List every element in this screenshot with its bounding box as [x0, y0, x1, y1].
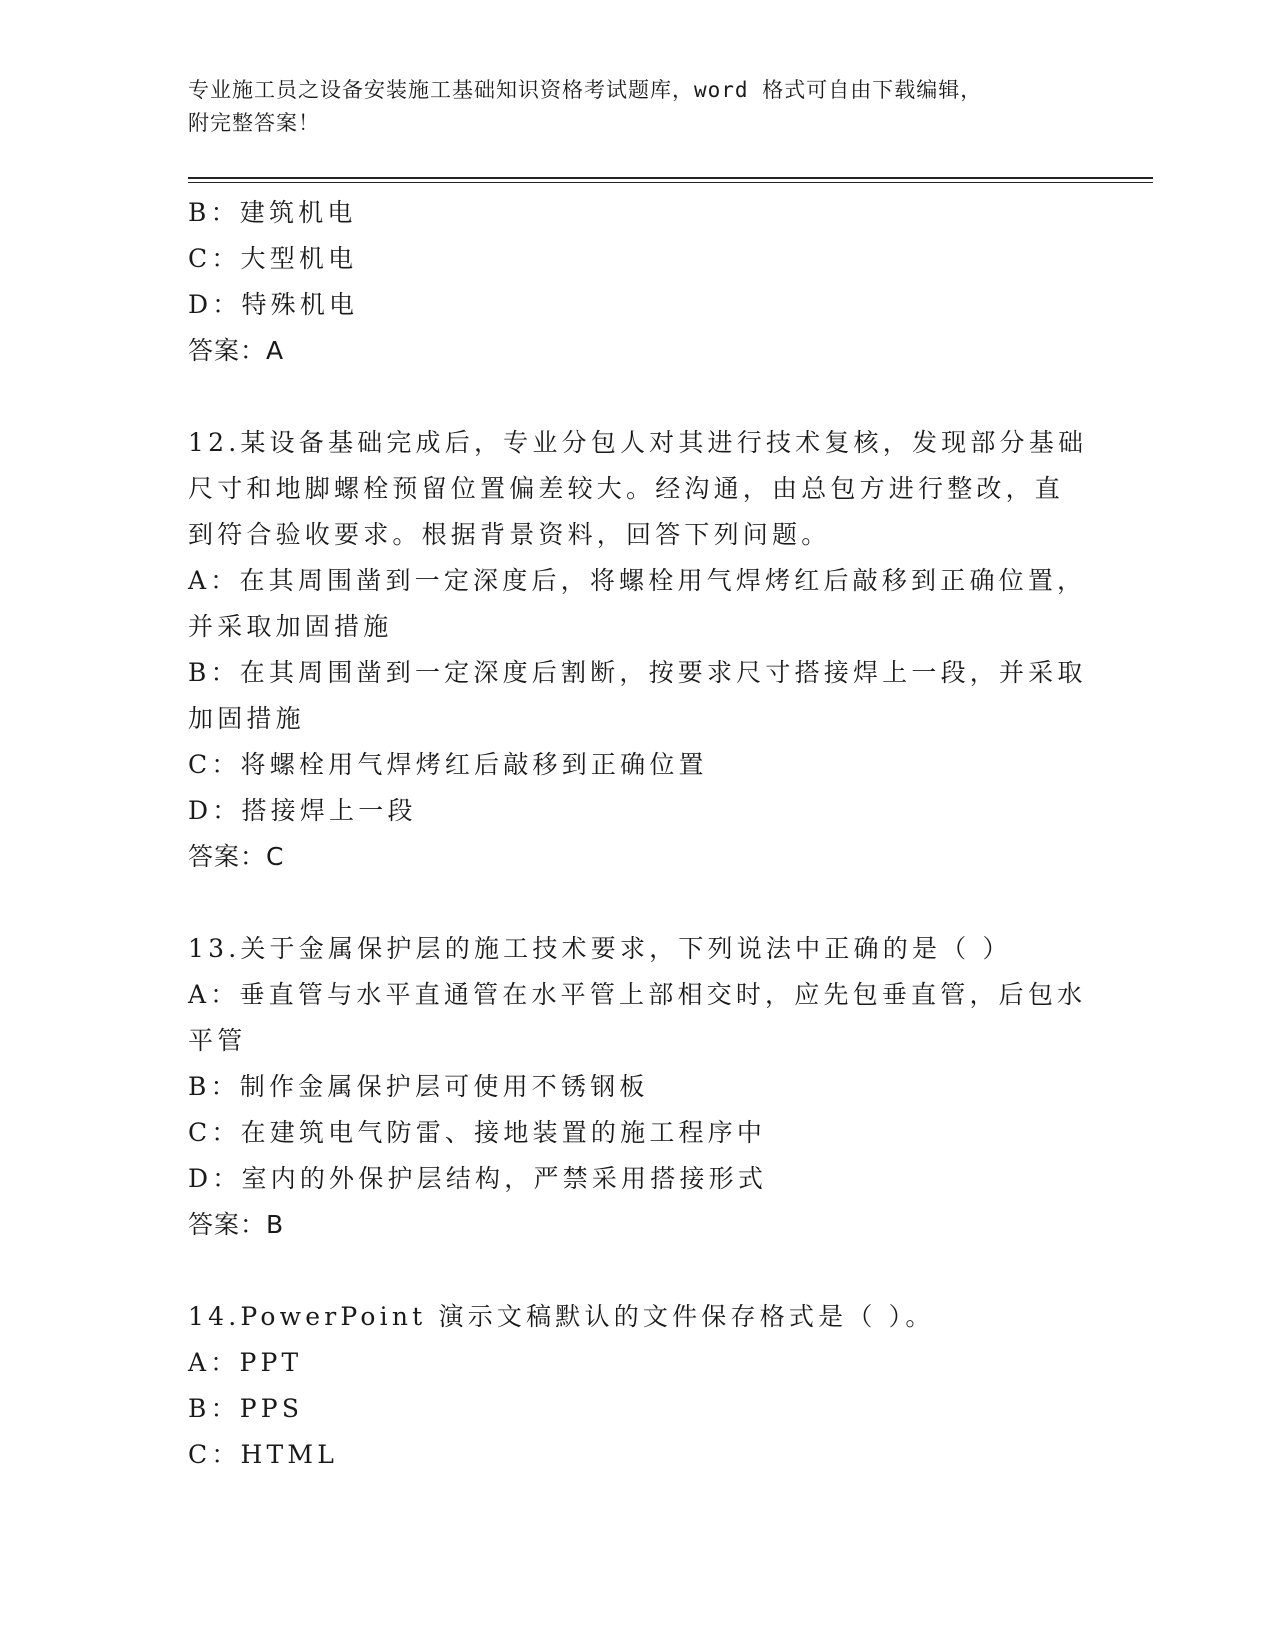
q12-option-b-line-1: B：在其周围凿到一定深度后割断，按要求尺寸搭接焊上一段，并采取 — [188, 658, 1087, 687]
header-divider-thin — [188, 182, 1153, 183]
q12-option-d: D：搭接焊上一段 — [188, 796, 417, 825]
q12-option-a-line-2: 并采取加固措施 — [188, 612, 393, 641]
q14-option-b: B：PPS — [188, 1394, 304, 1423]
header-title-line-1: 专业施工员之设备安装施工基础知识资格考试题库，word 格式可自由下载编辑， — [188, 78, 983, 102]
q12-option-a-line-1: A：在其周围凿到一定深度后，将螺栓用气焊烤红后敲移到正确位置， — [188, 566, 1087, 595]
question-content — [188, 190, 1088, 1478]
spacer — [188, 1248, 1088, 1294]
q12-stem-line-3: 到符合验收要求。根据背景资料，回答下列问题。 — [188, 520, 831, 549]
q14-stem: 14.PowerPoint 演示文稿默认的文件保存格式是（ ）。 — [188, 1302, 935, 1331]
q13-stem: 13.关于金属保护层的施工技术要求，下列说法中正确的是（ ） — [188, 934, 1012, 963]
document-header — [188, 74, 1068, 140]
q11-option-c: C：大型机电 — [188, 244, 358, 273]
question-13 — [188, 926, 1088, 1248]
q11-answer: 答案：A — [188, 336, 285, 365]
q13-option-a-line-2: 平管 — [188, 1026, 247, 1055]
q11-option-d: D：特殊机电 — [188, 290, 359, 319]
q13-option-d: D：室内的外保护层结构，严禁采用搭接形式 — [188, 1164, 768, 1193]
q14-option-a: A：PPT — [188, 1348, 303, 1377]
q11-option-b: B：建筑机电 — [188, 198, 357, 227]
header-title-line-2: 附完整答案！ — [188, 111, 320, 135]
spacer — [188, 374, 1088, 420]
q13-answer: 答案：B — [188, 1210, 285, 1239]
question-14 — [188, 1294, 1088, 1478]
question-11-tail — [188, 190, 1088, 374]
q13-option-b: B：制作金属保护层可使用不锈钢板 — [188, 1072, 649, 1101]
header-divider-thick — [188, 177, 1153, 179]
question-12 — [188, 420, 1088, 880]
q13-option-c: C：在建筑电气防雷、接地装置的施工程序中 — [188, 1118, 767, 1147]
q13-option-a-line-1: A：垂直管与水平直通管在水平管上部相交时，应先包垂直管，后包水 — [188, 980, 1087, 1009]
q12-option-b-line-2: 加固措施 — [188, 704, 305, 733]
q12-stem-line-2: 尺寸和地脚螺栓预留位置偏差较大。经沟通，由总包方进行整改，直 — [188, 474, 1065, 503]
q12-answer: 答案：C — [188, 842, 285, 871]
spacer — [188, 880, 1088, 926]
q14-option-c: C：HTML — [188, 1440, 339, 1469]
q12-stem-line-1: 12.某设备基础完成后，专业分包人对其进行技术复核，发现部分基础 — [188, 428, 1088, 457]
q12-option-c: C：将螺栓用气焊烤红后敲移到正确位置 — [188, 750, 708, 779]
